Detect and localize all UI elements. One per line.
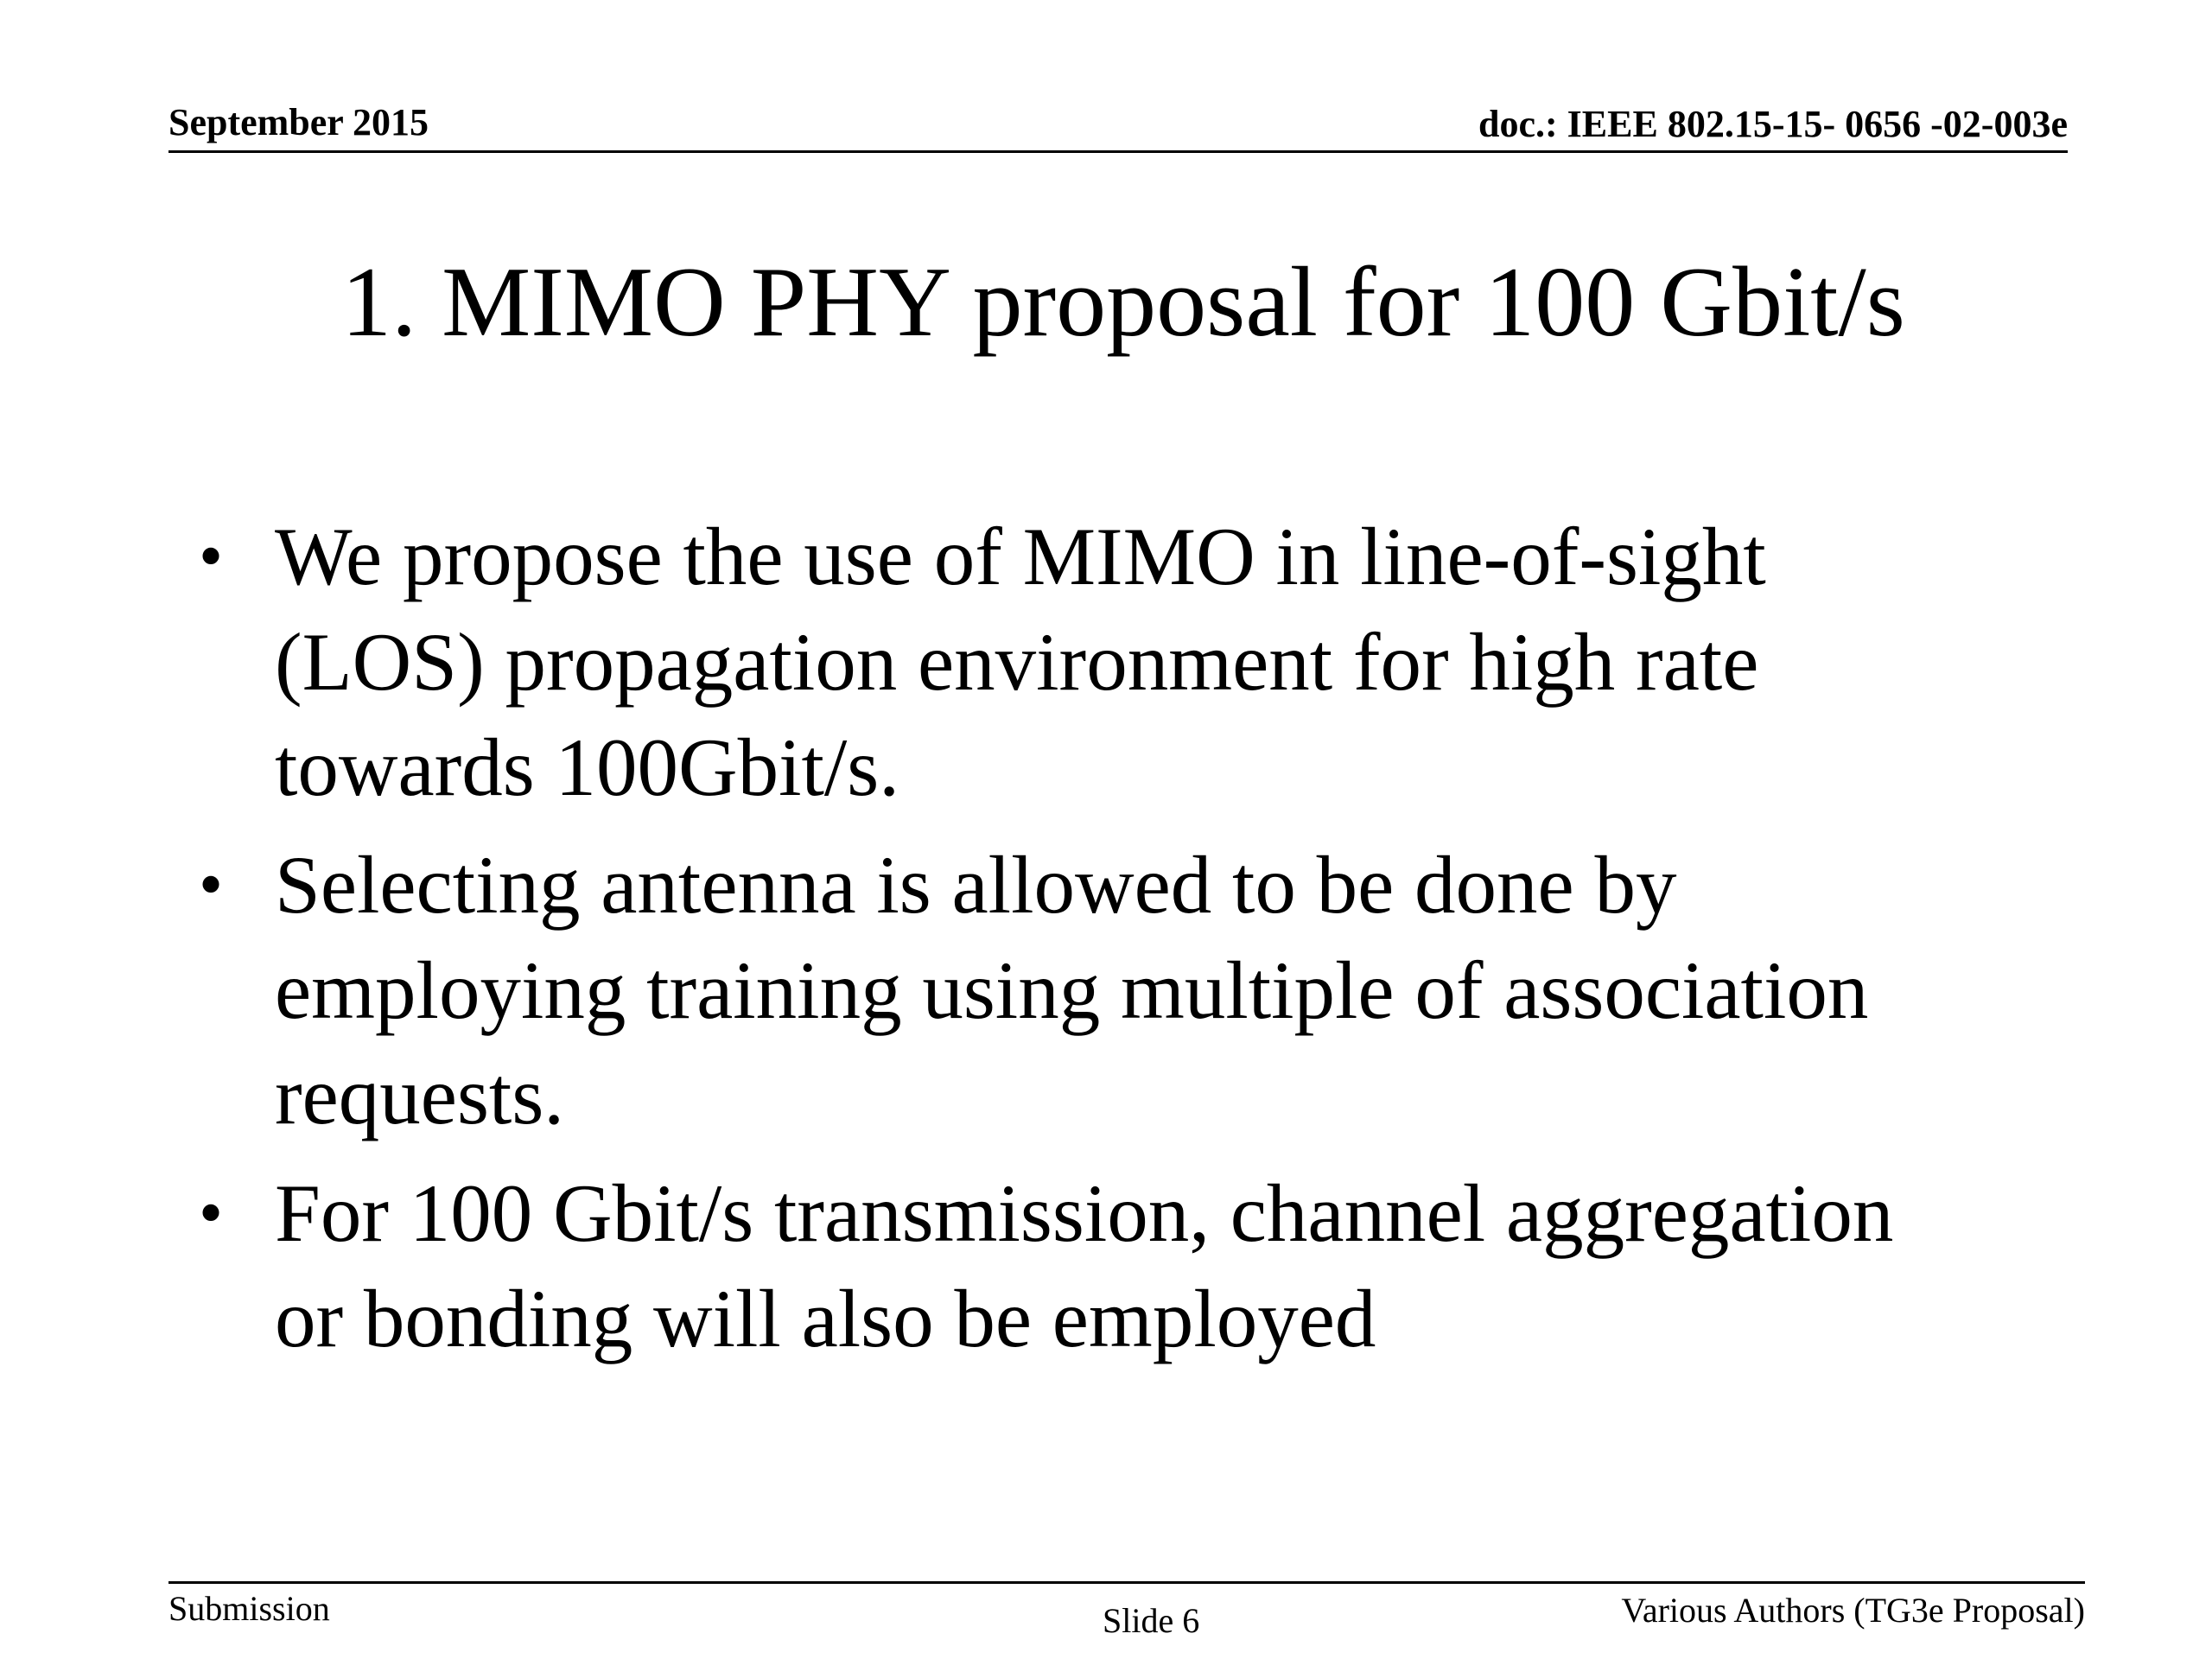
header-date: September 2015 [168,101,429,143]
bullet-marker: • [199,1175,224,1251]
bullet-text: Selecting antenna is allowed to be done by employing training using multiple of association requests. [275,839,1869,1141]
footer-submission: Submission [168,1589,330,1628]
bullet-item [181,1160,2082,1371]
bullet-marker: • [199,518,224,594]
slide-title: 1. MIMO PHY proposal for 100 Gbit/s [341,247,1905,358]
bullet-item [181,832,2082,1148]
footer-divider [168,1581,2085,1584]
slide-number: Slide 6 [1103,1601,1200,1640]
bullet-item [181,504,2082,820]
bullet-text: For 100 Gbit/s transmission, channel aggregation or bonding will also be employed [275,1167,1894,1364]
header-document-id: doc.: IEEE 802.15-15- 0656 -02-003e [1478,103,2068,145]
bullet-marker: • [199,847,224,923]
bullet-text: We propose the use of MIMO in line-of-sight (LOS) propagation environment for high rate towards 100Gbit/s. [275,511,1766,813]
footer-authors: Various Authors (TG3e Proposal) [1621,1591,2085,1630]
slide-header [168,97,2068,153]
bullet-list [181,504,2082,1383]
